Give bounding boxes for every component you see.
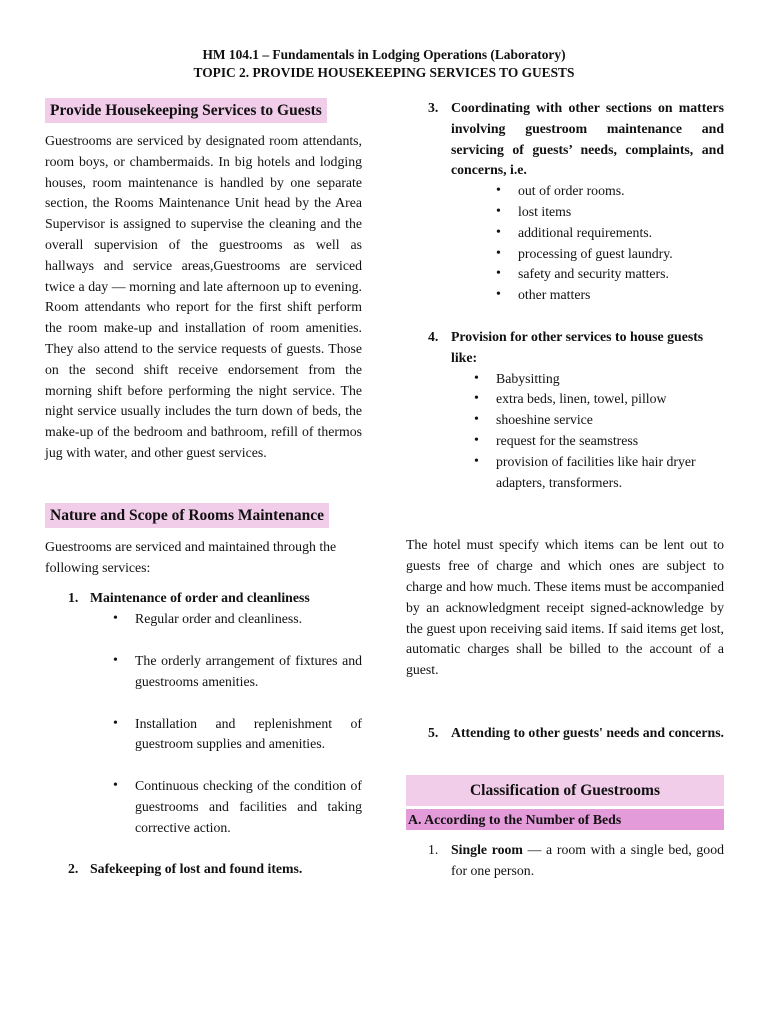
bullet-item: • request for the seamstress — [496, 431, 724, 452]
item-number: 3. — [428, 100, 439, 115]
item-heading: Attending to other guests' needs and concerns. — [451, 724, 725, 740]
bullet-item: • shoeshine service — [496, 410, 724, 431]
maintenance-item-3 — [406, 98, 724, 306]
item-number: 1. — [68, 590, 79, 606]
maintenance-item-5 — [406, 723, 724, 744]
maintenance-item-4 — [406, 327, 724, 493]
rooms-maintenance-intro: Guestrooms are serviced and maintained through the following services: — [45, 538, 337, 575]
maintenance-item-2 — [45, 859, 362, 880]
topic-title: TOPIC 2. PROVIDE HOUSEKEEPING SERVICES TO GUESTS — [193, 65, 575, 80]
course-title: HM 104.1 – Fundamentals in Lodging Operations (Laboratory) — [202, 47, 566, 62]
bullet-item: • processing of guest laundry. — [518, 244, 724, 265]
section-title-rooms-maintenance: Nature and Scope of Rooms Maintenance — [45, 503, 329, 528]
room-type-term: Single room — [451, 841, 523, 857]
item-number: 4. — [428, 328, 439, 344]
bullet-item: • additional requirements. — [518, 223, 724, 244]
bullet-item: • lost items — [518, 202, 724, 223]
item-heading: Coordinating with other sections on matters involving guestroom maintenance and servicing of guests’ needs, complaints, and concerns, i.e. — [451, 100, 724, 178]
maintenance-bullets — [90, 609, 362, 838]
bullet-item: • The orderly arrangement of fixtures and guestrooms amenities. — [135, 651, 362, 693]
item-heading: Safekeeping of lost and found items. — [90, 860, 303, 876]
item-number: 1. — [428, 841, 439, 857]
item-heading: Provision for other services to house guests like: — [451, 328, 704, 365]
other-services-bullets — [451, 369, 724, 494]
bullet-item: • other matters — [518, 285, 724, 306]
bullet-item: • safety and security matters. — [518, 264, 724, 285]
coordination-bullets — [451, 181, 724, 306]
bullet-item: • provision of facilities like hair dryer adapters, transformers. — [496, 452, 724, 494]
left-column — [45, 98, 362, 879]
classification-item-1 — [406, 840, 724, 882]
lending-policy-paragraph: The hotel must specify which items can be lent out to guests free of charge and which ones are subject to charge and how much. These items must be accompanied by an acknowledgment receipt signed-acknowledge by the guest upon receiving said items. If said items get lost, automatic charges shall be billed to the account of a guest. — [406, 537, 724, 678]
right-column — [406, 98, 724, 881]
item-number: 5. — [428, 724, 439, 740]
bullet-item: • Regular order and cleanliness. — [135, 609, 362, 630]
bullet-item: • Installation and replenishment of guestroom supplies and amenities. — [135, 714, 362, 756]
room-type-description: — a room with a single bed, good for one person. — [451, 841, 724, 878]
bullet-item: • out of order rooms. — [518, 181, 724, 202]
page-header — [0, 46, 768, 82]
maintenance-item-1 — [45, 588, 362, 838]
classification-subheading: A. According to the Number of Beds — [406, 809, 724, 830]
bullet-item: • extra beds, linen, towel, pillow — [496, 389, 724, 410]
bullet-item: • Continuous checking of the condition of guestrooms and facilities and taking corrective action. — [135, 776, 362, 838]
section-title-classification: Classification of Guestrooms — [406, 775, 724, 806]
item-heading: Maintenance of order and cleanliness — [90, 590, 310, 606]
item-number: 2. — [68, 860, 79, 876]
section-title-housekeeping: Provide Housekeeping Services to Guests — [45, 98, 327, 123]
item-body — [451, 840, 724, 882]
bullet-item: • Babysitting — [496, 369, 724, 390]
housekeeping-paragraph: Guestrooms are serviced by designated room attendants, room boys, or chambermaids. In big hotels and lodging houses, room maintenance is handled by one separate section, the Rooms Maintenance Unit head by the Area Supervisor is assigned to supervise the cleaning and the overall supervision of the guestrooms as well as hallways and service areas,Guestrooms are serviced twice a day — morning and late afternoon up to evening. Room attendants who report for the first shift perform the room make-up and installation of room amenities. They also attend to the service requests of guests. Those on the second shift receive endorsement from the morning shift before performing the night service. The night service usually includes the turn down of beds, the make-up of the bedroom and bathroom, refill of thermos jug with water, and other guest services. — [45, 133, 362, 460]
